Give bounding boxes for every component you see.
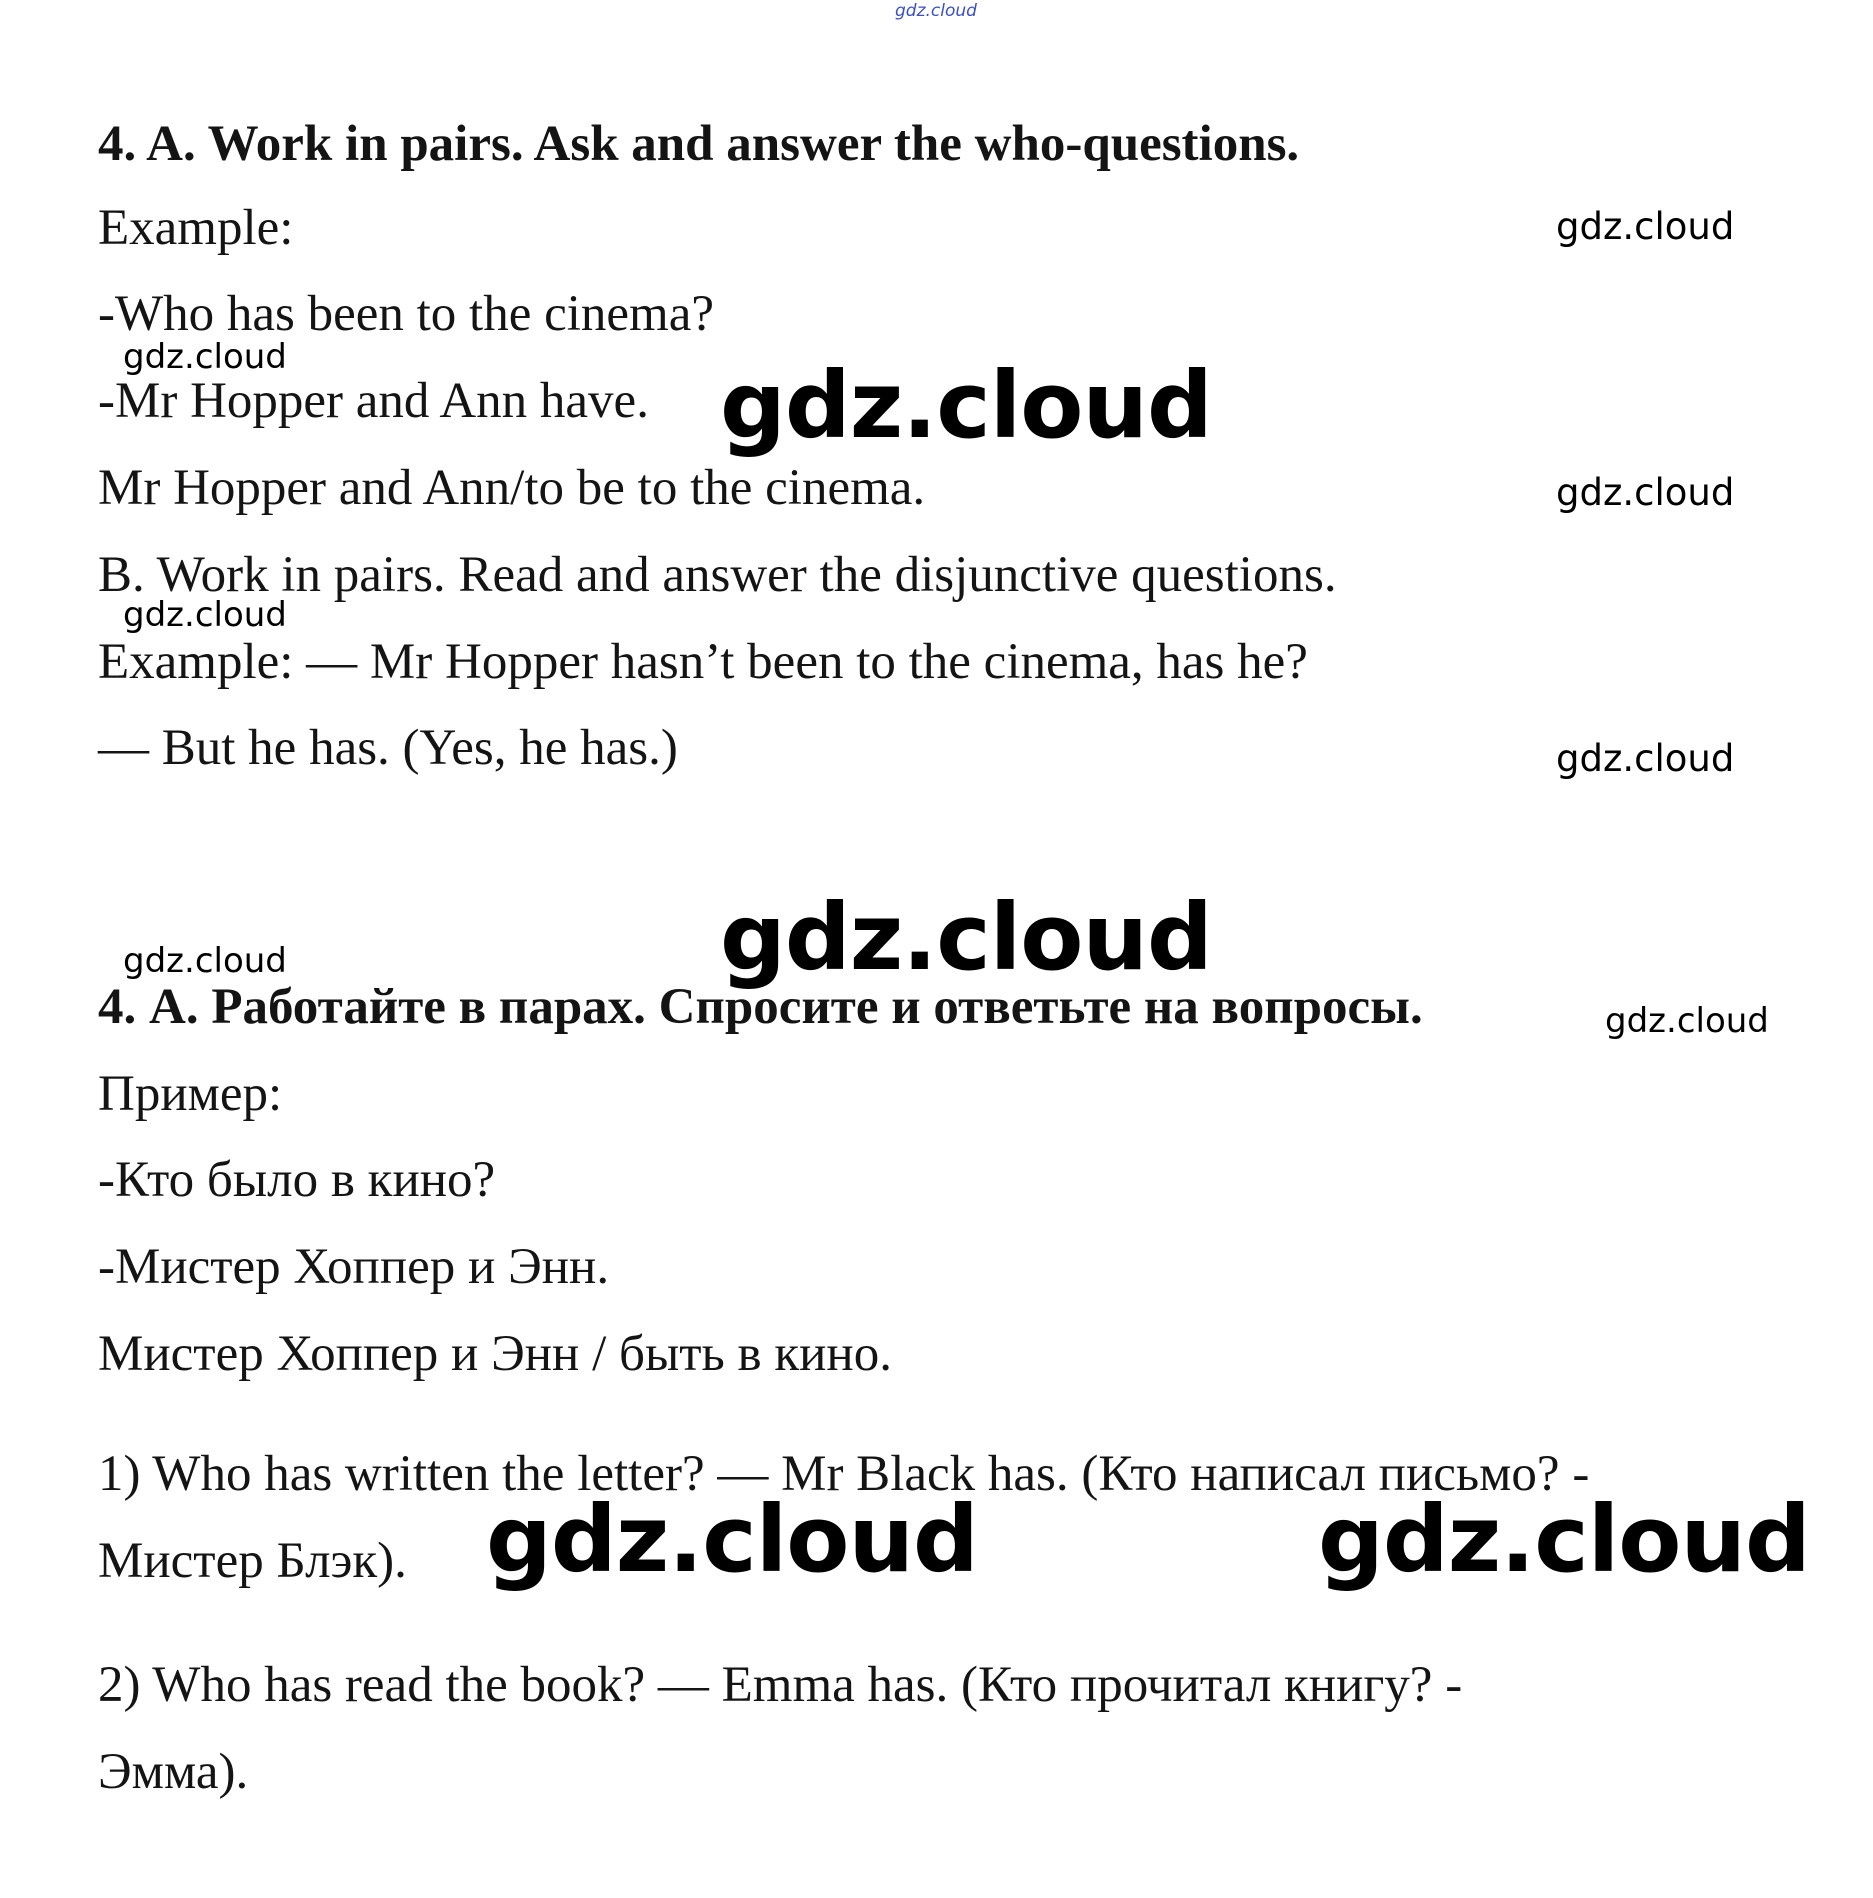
watermark-left-2: gdz.cloud: [123, 595, 287, 635]
answer-item-1-line-1: 1) Who has written the letter? — Mr Black has. (Кто написал письмо? -: [98, 1446, 1590, 1502]
answer-item-2-line-1: 2) Who has read the book? — Emma has. (Кто прочитал книгу? -: [98, 1657, 1463, 1713]
example-label-russian: Пример:: [98, 1066, 283, 1122]
watermark-large-3: gdz.cloud: [486, 1486, 978, 1593]
exercise-heading-russian: 4. А. Работайте в парах. Спросите и ответьте на вопросы.: [98, 979, 1423, 1035]
example-question-english: -Who has been to the cinema?: [98, 286, 714, 342]
watermark-left-3: gdz.cloud: [123, 941, 287, 981]
watermark-right-1: gdz.cloud: [1556, 205, 1735, 248]
part-b-reply: — But he has. (Yes, he has.): [98, 720, 678, 776]
example-prompt-english: Mr Hopper and Ann/to be to the cinema.: [98, 460, 926, 516]
example-question-russian: -Кто было в кино?: [98, 1152, 496, 1208]
watermark-right-3: gdz.cloud: [1556, 737, 1735, 780]
exercise-heading-english: 4. A. Work in pairs. Ask and answer the who-questions.: [98, 116, 1300, 172]
watermark-top: gdz.cloud: [895, 1, 977, 21]
watermark-right-4: gdz.cloud: [1605, 1001, 1769, 1041]
example-label-english: Example:: [98, 200, 294, 256]
part-b-example: Example: — Mr Hopper hasn’t been to the cinema, has he?: [98, 634, 1308, 690]
watermark-large-2: gdz.cloud: [720, 884, 1212, 991]
part-b-instruction: B. Work in pairs. Read and answer the disjunctive questions.: [98, 547, 1337, 603]
example-answer-russian: -Мистер Хоппер и Энн.: [98, 1239, 610, 1295]
example-answer-english: -Mr Hopper and Ann have.: [98, 373, 649, 429]
watermark-left-1: gdz.cloud: [123, 337, 287, 377]
example-prompt-russian: Мистер Хоппер и Энн / быть в кино.: [98, 1326, 892, 1382]
answer-item-1-line-2: Мистер Блэк).: [98, 1533, 407, 1589]
watermark-large-4: gdz.cloud: [1318, 1486, 1810, 1593]
watermark-right-2: gdz.cloud: [1556, 471, 1735, 514]
watermark-large-1: gdz.cloud: [720, 352, 1212, 459]
answer-item-2-line-2: Эмма).: [98, 1744, 249, 1800]
